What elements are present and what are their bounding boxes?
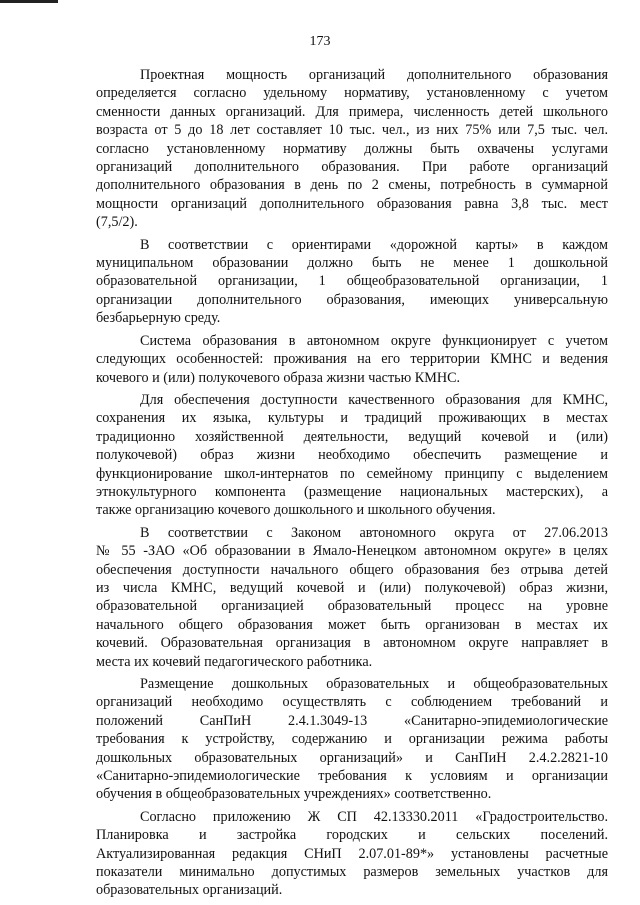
paragraph: [96, 675, 608, 804]
text-line: начального общего образования может быть организован в местах их: [96, 616, 608, 633]
text-line: сменности данных организаций. Для примера, численность детей школьного: [96, 103, 608, 120]
text-line: муниципальном образовании должно быть не менее 1 дошкольной: [96, 255, 608, 272]
text-line: (7,5/2).: [96, 214, 138, 231]
text-line: В соответствии с Законом автономного округа от 27.06.2013: [140, 524, 608, 541]
text-line: организаций дополнительного образования. При работе организаций: [96, 159, 608, 176]
paragraph: [96, 808, 608, 900]
text-line: положений СанПиН 2.4.1.3049-13 «Санитарно-эпидемиологические: [96, 712, 608, 729]
text-line: из числа КМНС, ведущий кочевой и (или) полукочевой) образ жизни,: [96, 579, 608, 596]
text-line: этнокультурного компонента (размещение национальных мастерских), а: [96, 483, 608, 500]
text-line: организации дополнительного образования, имеющих универсальную: [96, 291, 608, 308]
text-line: Планировка и застройка городских и сельских поселений.: [96, 827, 608, 844]
text-line: Для обеспечения доступности качественного образования для КМНС,: [140, 391, 608, 408]
text-line: «Санитарно-эпидемиологические требования к условиям и организации: [96, 768, 608, 785]
page-number: 173: [309, 34, 331, 49]
text-line: № 55 -ЗАО «Об образовании в Ямало-Ненецком автономном округе» в целях: [96, 543, 608, 560]
text-line: кочевий. Образовательная организация в автономном округе направляет в: [96, 635, 608, 652]
text-line: функционирование школ-интернатов по семейному принципу с выделением: [96, 465, 608, 482]
text-line: Согласно приложению Ж СП 42.13330.2011 «Градостроительство.: [140, 808, 608, 825]
text-line: традиционно хозяйственной деятельности, ведущий кочевой и (или): [96, 428, 608, 445]
text-line: образовательной организацией образовательный процесс на уровне: [96, 598, 608, 615]
text-line: В соответствии с ориентирами «дорожной карты» в каждом: [140, 236, 608, 253]
text-line: Актуализированная редакция СНиП 2.07.01-89*» установлены расчетные: [96, 845, 608, 862]
page-body: [96, 66, 608, 904]
text-line: обеспечения доступности начального общего образования без отрыва детей: [96, 561, 608, 578]
text-line: организаций необходимо осуществлять с соблюдением требований и: [96, 694, 608, 711]
text-line: безбарьерную среду.: [96, 310, 221, 327]
text-line: дополнительного образования в день по 2 смены, потребность в суммарной: [96, 177, 608, 194]
text-line: возраста от 5 до 18 лет составляет 10 тыс. чел., из них 75% или 7,5 тыс. чел.: [96, 122, 608, 139]
paragraph: [96, 236, 608, 328]
text-line: образовательных организаций.: [96, 882, 283, 899]
text-line: Система образования в автономном округе функционирует с учетом: [140, 332, 608, 349]
paragraph: [96, 66, 608, 232]
paragraph: [96, 332, 608, 387]
text-line: мощности организаций дополнительного образования равна 3,8 тыс. мест: [96, 195, 608, 212]
text-line: Проектная мощность организаций дополнительного образования: [140, 67, 608, 83]
text-line: обучения в общеобразовательных учреждениях» соответственно.: [96, 786, 492, 803]
text-line: сохранения их языка, культуры и традиций проживающих в местах: [96, 410, 608, 427]
text-line: полукочевой) образ жизни необходимо обеспечить размещение и: [96, 447, 608, 464]
text-line: требования к устройству, содержанию и организации режима работы: [96, 731, 608, 748]
text-line: Размещение дошкольных образовательных и общеобразовательных: [140, 676, 608, 692]
corner-scan-mark: [0, 0, 58, 3]
text-line: следующих особенностей: проживания на его территории КМНС и ведения: [96, 351, 608, 368]
text-line: места их кочевий педагогического работника.: [96, 653, 373, 670]
text-line: кочевого и (или) полукочевого образа жизни частью КМНС.: [96, 369, 461, 386]
paragraph: [96, 391, 608, 520]
text-line: определяется согласно удельному нормативу, установленному с учетом: [96, 85, 608, 102]
text-line: образовательной организации, 1 общеобразовательной организации, 1: [96, 273, 608, 290]
paragraph: [96, 524, 608, 671]
text-line: показатели минимально допустимых размеров земельных участков для: [96, 864, 608, 881]
text-line: дошкольных образовательных организаций» и СанПиН 2.4.2.2821-10: [96, 749, 608, 766]
text-line: также организацию кочевого дошкольного и школьного обучения.: [96, 502, 496, 519]
text-line: согласно установленному нормативу должны быть охвачены услугами: [96, 140, 608, 157]
